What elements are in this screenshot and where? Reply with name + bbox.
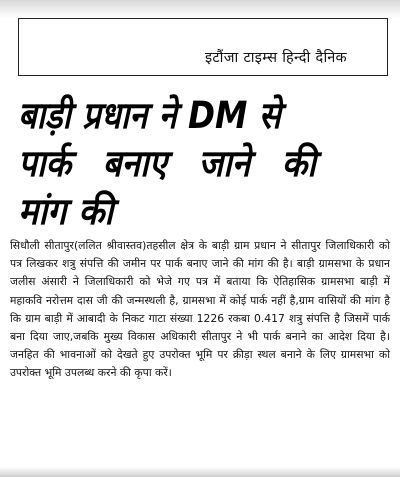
- headline-line-1: बाड़ी प्रधान ने DM से: [18, 94, 281, 137]
- headline-line-3: मांग की: [18, 190, 114, 233]
- article-body: सिधौली सीतापुर(ललित श्रीवास्तव)तहसील क्षेत्र के बाड़ी ग्राम प्रधान ने सीतापुर जिलाधिकारी को पत्र लिखकर शत्रु संपत्ति की जमीन पर पार्क बनाए जाने की मांग की है। बाड़ी ग्रामसभा के प्रधान जलीस अंसारी ने जिलाधिकारी को भेजे गए पत्र में बताया कि ऐतिहासिक ग्रामसभा बाड़ी में महाकवि नरोत्तम दास जी की जन्मस्थली है, ग्रामसभा में कोई पार्क नहीं है,ग्राम वासियों की मांग है कि ग्राम बाड़ी में आबादी के निकट गाटा संख्या 1226 रकबा 0.417 शत्रु संपत्ति है जिसमें पार्क बना दिया जाए,जबकि मुख्य विकास अधिकारी सीतापुर ने भी पार्क बनाने का आदेश दिया है। जनहित की भावनाओं को देखते हुए उपरोक्त भूमि पर क्रीड़ा स्थल बनाने के लिए ग्रामसभा को उपरोक्त भूमि उपलब्ध करने की कृपा करें।: [10, 239, 390, 380]
- headline-line-2: पार्क बनाए जाने की: [18, 142, 316, 185]
- page-top-shadow: [0, 0, 400, 18]
- page-bottom-shadow: [0, 467, 400, 477]
- masthead-title: इटौंजा टाइम्स हिन्दी दैनिक: [204, 50, 347, 66]
- masthead-box: [18, 18, 388, 76]
